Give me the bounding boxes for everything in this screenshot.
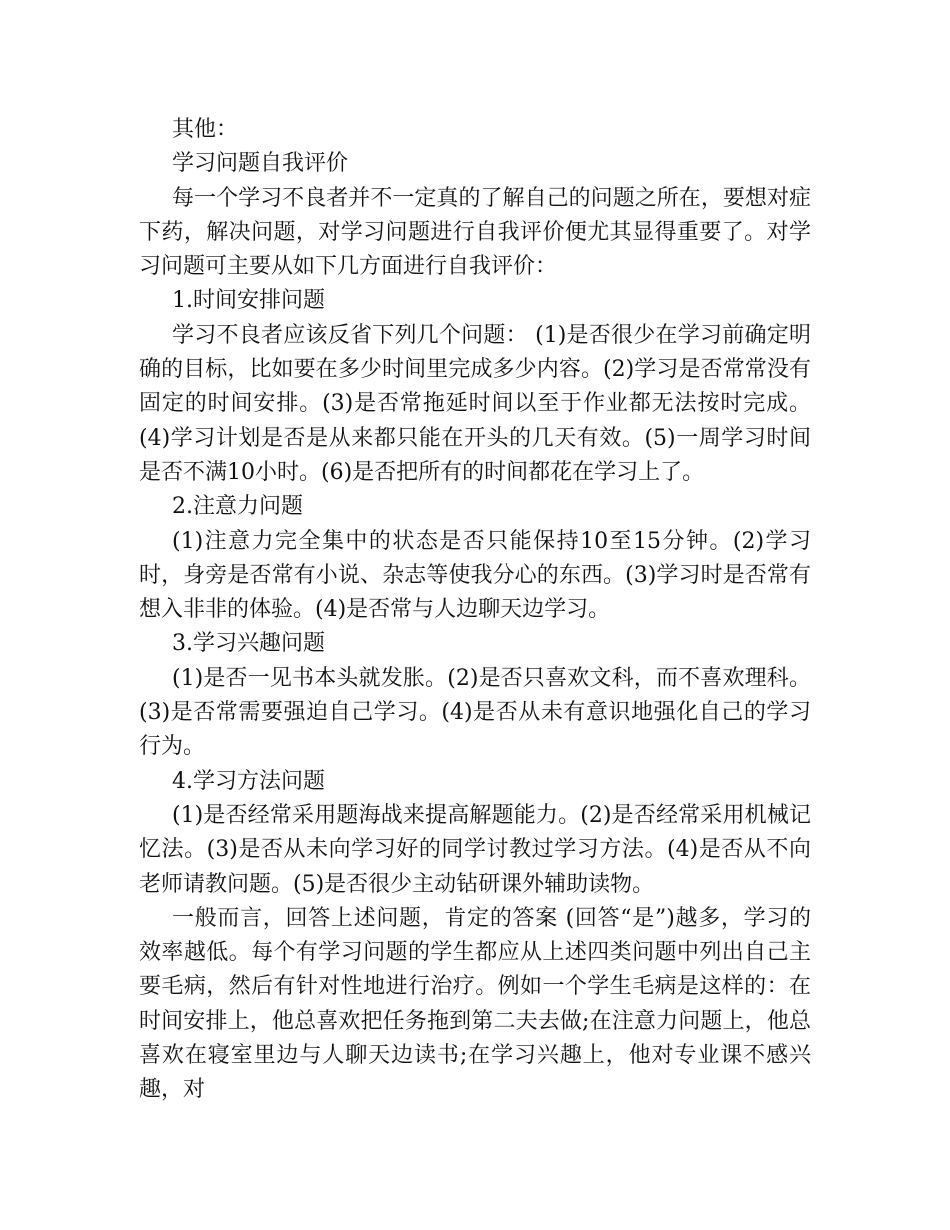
heading-attention: 2.注意力问题	[172, 494, 303, 520]
document-body	[139, 113, 811, 1108]
paragraph-method: (1)是否经常采用题海战来提高解题能力。(2)是否经常采用机械记忆法。(3)是否从未向学习好的同学讨教过学习方法。(4)是否从不向老师请教问题。(5)是否很少主动钻研课外辅助读物。	[139, 802, 812, 897]
paragraph-interest: (1)是否一见书本头就发胀。(2)是否只喜欢文科，而不喜欢理科。(3)是否常需要强迫自己学习。(4)是否从未有意识地强化自己的学习行为。	[139, 665, 811, 760]
heading-method: 4.学习方法问题	[172, 768, 325, 794]
paragraph-conclusion: 一般而言，回答上述问题，肯定的答案 (回答“是”)越多，学习的效率越低。每个有学习问题的学生都应从上述四类问题中列出自己主要毛病，然后有针对性地进行治疗。例如一个学生毛病是这样的：在时间安排上，他总喜欢把任务拖到第二夫去做;在注意力问题上，他总喜欢在寝室里边与人聊天边读书;在学习兴趣上，他对专业课不感兴趣，对	[139, 905, 811, 1103]
heading-interest: 3.学习兴趣问题	[172, 631, 325, 657]
label-other: 其他：	[172, 117, 239, 142]
section-title: 学习问题自我评价	[172, 151, 349, 177]
intro-paragraph: 每一个学习不良者并不一定真的了解自己的问题之所在，要想对症下药，解决问题，对学习问题进行自我评价便尤其显得重要了。对学习问题可主要从如下几方面进行自我评价：	[139, 185, 811, 280]
paragraph-time-management: 学习不良者应该反省下列几个问题： (1)是否很少在学习前确定明确的目标，比如要在多少时间里完成多少内容。(2)学习是否常常没有固定的时间安排。(3)是否常拖延时间以至于作业都无法按时完成。(4)学习计划是否是从来都只能在开头的几天有效。(5)一周学习时间是否不满10小时。(6)是否把所有的时间都花在学习上了。	[139, 322, 811, 485]
paragraph-attention: (1)注意力完全集中的状态是否只能保持10至15分钟。(2)学习时，身旁是否常有小说、杂志等使我分心的东西。(3)学习时是否常有想入非非的体验。(4)是否常与人边聊天边学习。	[139, 528, 811, 623]
heading-time-management: 1.时间安排问题	[172, 288, 325, 314]
